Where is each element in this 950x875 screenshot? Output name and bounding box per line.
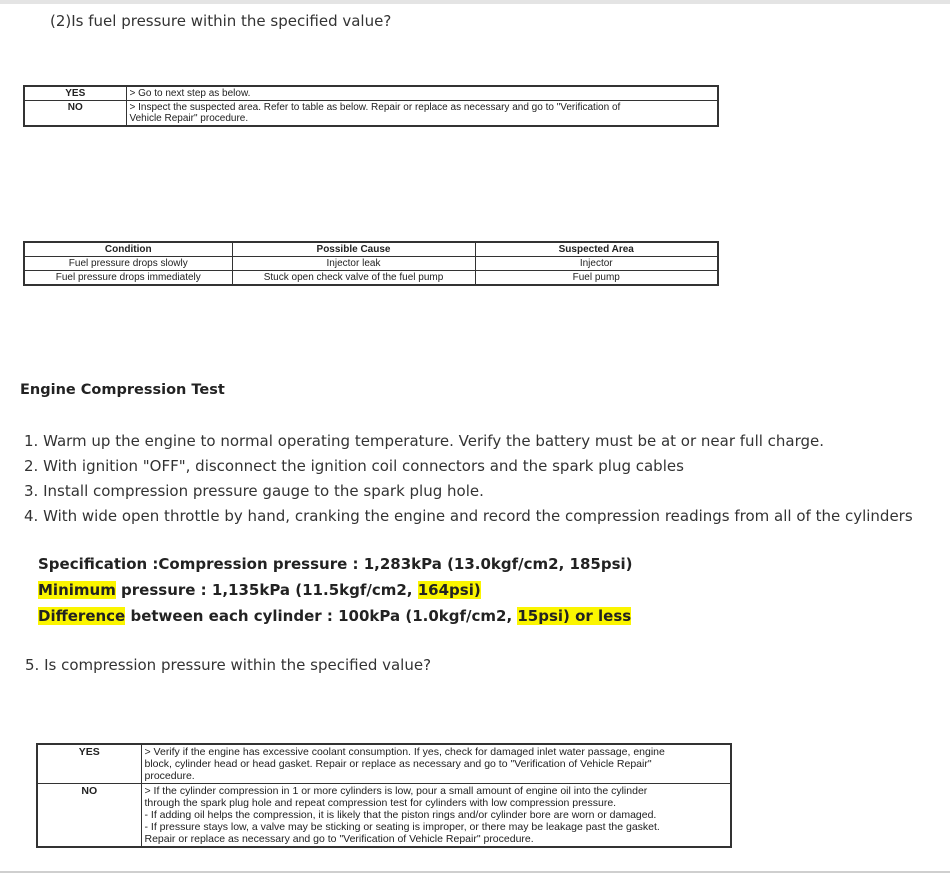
no-text: > If the cylinder compression in 1 or more cylinders is low, pour a small amount of engine oil into the cylinder through the spark plug hole and repeat compression test for cylinders with low compression pressure. - If adding oil helps the compression, it is likely that the piston rings and/or cylinder bore are worn or damaged. - If pressure stays low, a valve may be sticking or seating is improper, or there may be leakage past the gasket. Repair or replace as necessary and go to "Verification of Vehicle Repair" procedure. <box>141 784 731 848</box>
table-header-row <box>24 242 718 257</box>
column-header: Suspected Area <box>475 242 718 257</box>
top-border <box>0 0 950 4</box>
list-item: 1. Warm up the engine to normal operating temperature. Verify the battery must be at or near full charge. <box>24 432 825 450</box>
spec-line-difference: Difference between each cylinder : 100kPa (1.0kgf/cm2, 15psi) or less <box>38 607 632 625</box>
table-cell: Stuck open check valve of the fuel pump <box>232 271 475 286</box>
compression-yes-no-table <box>36 743 732 848</box>
yes-text: > Verify if the engine has excessive coolant consumption. If yes, check for damaged inlet water passage, engine block, cylinder head or head gasket. Repair or replace as necessary and go to "Verification of Vehicle Repair" procedure. <box>141 744 731 784</box>
yes-text: > Go to next step as below. <box>126 86 718 101</box>
list-item: 3. Install compression pressure gauge to the spark plug hole. <box>24 482 484 500</box>
column-header: Condition <box>24 242 232 257</box>
no-key: NO <box>37 784 141 848</box>
yes-key: YES <box>37 744 141 784</box>
fuel-yes-no-table <box>23 85 719 127</box>
table-row <box>24 271 718 286</box>
highlight-164psi: 164psi) <box>417 581 481 599</box>
table-cell: Fuel pressure drops slowly <box>24 257 232 271</box>
spec-line-minimum: Minimum pressure : 1,135kPa (11.5kgf/cm2, 164psi) <box>38 581 481 599</box>
table-cell: Injector <box>475 257 718 271</box>
compression-question: 5. Is compression pressure within the specified value? <box>25 656 432 674</box>
highlight-difference: Difference <box>38 607 126 625</box>
table-row <box>24 101 718 127</box>
table-row <box>24 86 718 101</box>
list-item: 4. With wide open throttle by hand, cranking the engine and record the compression readings from all of the cylinders <box>24 507 913 525</box>
table-row <box>37 744 731 784</box>
list-item: 2. With ignition "OFF", disconnect the ignition coil connectors and the spark plug cables <box>24 457 684 475</box>
condition-table <box>23 241 719 286</box>
table-cell: Injector leak <box>232 257 475 271</box>
fuel-pressure-question: (2)Is fuel pressure within the specified value? <box>50 12 392 30</box>
column-header: Possible Cause <box>232 242 475 257</box>
table-row <box>37 784 731 848</box>
table-row <box>24 257 718 271</box>
procedure-steps <box>24 430 913 530</box>
highlight-15psi: 15psi) or less <box>517 607 632 625</box>
no-key: NO <box>24 101 126 127</box>
table-cell: Fuel pump <box>475 271 718 286</box>
bottom-border <box>0 871 950 873</box>
spec-line-compression: Specification :Compression pressure : 1,283kPa (13.0kgf/cm2, 185psi) <box>38 555 633 573</box>
compression-test-heading: Engine Compression Test <box>20 382 225 398</box>
no-text: > Inspect the suspected area. Refer to table as below. Repair or replace as necessary and go to "Verification of Vehicle Repair" procedure. <box>126 101 718 127</box>
yes-key: YES <box>24 86 126 101</box>
highlight-minimum: Minimum <box>38 581 116 599</box>
table-cell: Fuel pressure drops immediately <box>24 271 232 286</box>
